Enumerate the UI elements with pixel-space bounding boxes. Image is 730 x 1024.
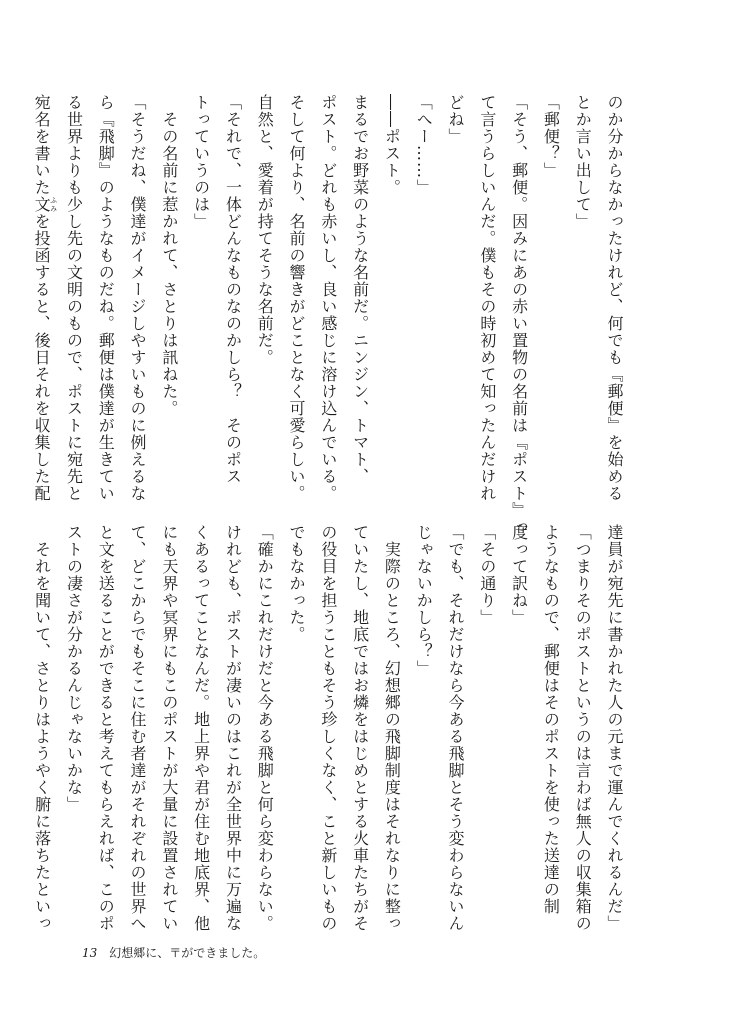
text-line: て言うらしいんだ。僕もその時初めて知ったんだけれ	[477, 94, 497, 502]
text-line: トっていうのは」	[191, 94, 211, 230]
text-line: ――ポスト。	[382, 94, 402, 196]
ruby-line-after: を投函すると、後日それを収集した配	[32, 213, 52, 502]
running-title: 幻想郷に、〒ができました。	[109, 946, 266, 960]
text-line: ようなもので、郵便はそのポストを使った送達の制	[541, 524, 561, 915]
text-line: 度って訳ね」	[509, 524, 529, 626]
text-line: る世界よりも少し先の文明のもので、ポストに宛先と	[64, 94, 84, 502]
ruby-reading: ふみ	[49, 196, 58, 213]
text-line: の役目を担うこともそう珍しくなく、こと新しいもの	[318, 524, 338, 932]
text-line: ていたし、地底ではお燐をはじめとする火車たちがそ	[350, 524, 370, 932]
text-line: ら『飛脚』のようなものだね。郵便は僕達が生きてい	[96, 94, 116, 502]
text-line: くあるってことなんだ。地上界や君が住む地底界、他	[191, 524, 211, 932]
text-line: 「郵便？」	[541, 94, 561, 179]
text-line: と文を送ることができると考えてもらえれば、このポ	[96, 524, 116, 932]
text-line: 自然と、愛着が持てそうな名前だ。	[255, 94, 275, 366]
text-line: のか分からなかったけれど、何でも『郵便』を始める	[605, 94, 624, 502]
text-line: その名前に惹かれて、さとりは訊ねた。	[159, 94, 179, 417]
text-line: 達員が宛先に書かれた人の元まで運んでくれるんだ」	[605, 524, 624, 932]
text-line: 「確かにこれだけだと今ある飛脚と何ら変わらない。	[255, 524, 275, 932]
text-line: て、どこからでもそこに住む者達がそれぞれの世界へ	[128, 524, 148, 932]
text-line: 「そうだね、僕達がイメージしやすいものに例えるな	[128, 94, 148, 502]
text-line: 「そう、郵便。因みにあの赤い置物の名前は『ポスト』っ	[509, 94, 529, 536]
text-line: 「その通り」	[477, 524, 497, 626]
text-line: ポスト。どれも赤いし、良い感じに溶け込んでいる。	[318, 94, 338, 502]
page-footer	[82, 944, 265, 961]
text-line: まるでお野菜のような名前だ。ニンジン、トマト、	[350, 94, 370, 485]
text-line: けれども、ポストが凄いのはこれが全世界中に万遍な	[223, 524, 243, 932]
text-line: でもなかった。	[287, 524, 307, 643]
text-line: どね」	[446, 94, 466, 145]
text-line: 「つまりそのポストというのは言わば無人の収集箱の	[573, 524, 593, 932]
ruby-line-before: 宛名を書いた	[32, 94, 52, 196]
text-line: とか言い出して」	[573, 94, 593, 230]
text-line: そして何より、名前の響きがどことなく可愛らしい。	[287, 94, 307, 502]
text-line: にも天界や冥界にもこのポストが大量に設置されてい	[159, 524, 179, 932]
text-line: 「それで、一体どんなものなのかしら？ そのポス	[223, 94, 243, 485]
ruby-annotation	[32, 196, 58, 213]
text-line: 「へー……」	[414, 94, 434, 196]
ruby-base: 文	[32, 196, 52, 213]
text-line-with-ruby	[25, 94, 58, 502]
text-line: 「でも、それだけなら今ある飛脚とそう変わらないん	[446, 524, 466, 932]
lower-text-block	[32, 524, 630, 932]
text-line: 実際のところ、幻想郷の飛脚制度はそれなりに整っ	[382, 524, 402, 932]
text-line: ストの凄さが分かるんじゃないかな」	[64, 524, 84, 813]
text-line: じゃないかしら？」	[414, 524, 434, 677]
text-line: それを聞いて、さとりはようやく腑に落ちたといっ	[32, 524, 52, 932]
upper-text-block	[32, 94, 630, 536]
page-number: 13	[82, 946, 98, 960]
